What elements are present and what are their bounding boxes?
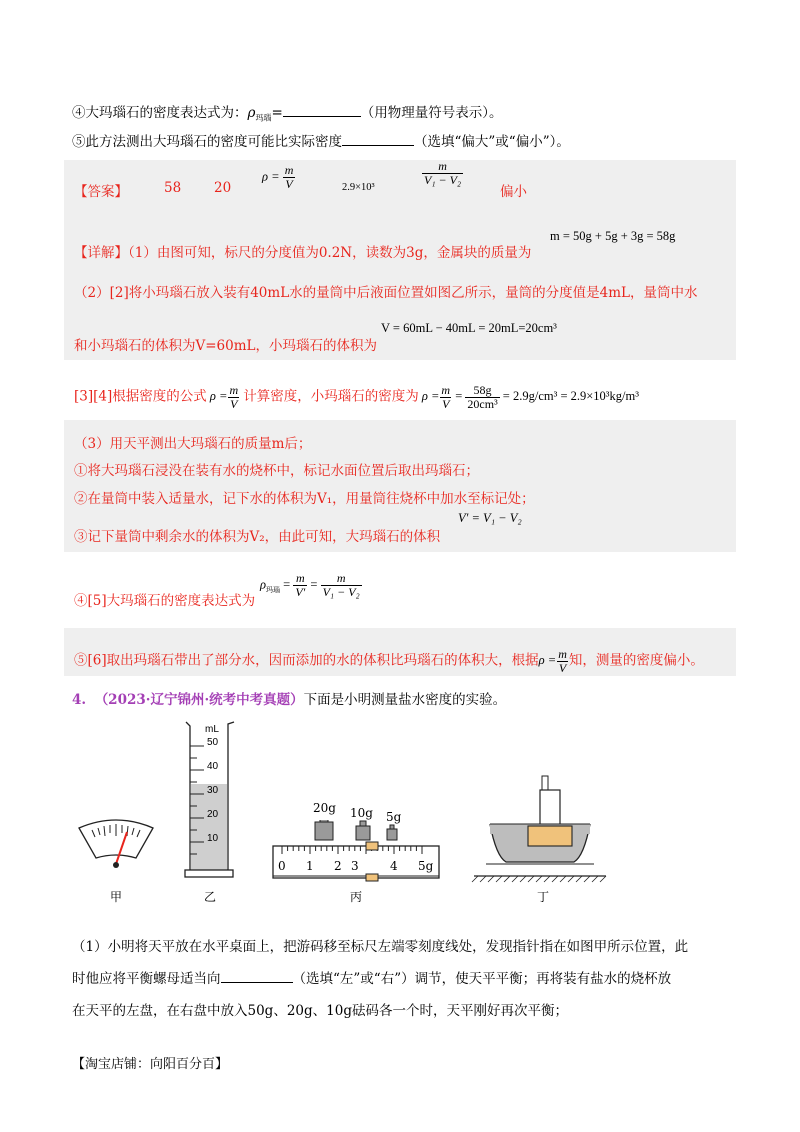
weight-label-5g: 5g xyxy=(386,810,402,824)
balance-pointer-dial-figure xyxy=(76,816,156,876)
detail-line-8: ③记下量筒中剩余水的体积为V₂，由此可知，大玛瑙石的体积 xyxy=(74,529,441,545)
answer-blank[interactable] xyxy=(342,145,414,146)
answer-blank[interactable] xyxy=(221,982,293,983)
rider-top xyxy=(366,842,378,850)
answer-value-2: 20 xyxy=(214,180,232,196)
detail-line-2: （2）[2]将小玛瑙石放入装有40mL水的量筒中后液面位置如图乙所示，量筒的分度值是4mL，量筒中水 xyxy=(74,285,698,301)
answer-fraction: $\frac{m}{\text{V₁ − V₂}}$ xyxy=(424,159,462,187)
scale-label-4: 4 xyxy=(390,859,398,873)
caption-bing: 丙 xyxy=(350,890,363,904)
cylinder-tick-10: 10 xyxy=(207,833,219,844)
cylinder-tick-40: 40 xyxy=(207,761,219,772)
answer-value-4: 2.9×10³ xyxy=(342,182,375,193)
detail-line-10: ⑤[6]取出玛瑙石带出了部分水，因而添加的水的体积比玛瑙石的体积大，根据ρ = $\frac{m}{V}$ 知，测量的密度偏小。 xyxy=(74,647,704,675)
scale-label-1: 1 xyxy=(306,859,314,873)
detail-line-3: 和小玛瑙石的体积为V=60mL，小玛瑙石的体积为 xyxy=(74,338,378,354)
weight-label-10g: 10g xyxy=(350,806,373,820)
weights-and-scale-figure xyxy=(270,820,442,886)
answer-value-6: 偏小 xyxy=(500,184,527,200)
cylinder-unit: mL xyxy=(205,724,219,735)
scale-label-0: 0 xyxy=(278,859,286,873)
answer-label: 【答案】 xyxy=(74,184,128,200)
detail-line-1: 【详解】（1）由图可知，标尺的分度值为0.2N，读数为3g，金属块的质量为 xyxy=(74,245,532,261)
q4-part1-line2: 时他应将平衡螺母适当向 （选填“左”或“右”）调节，使天平平衡；再将装有盐水的烧杯放 xyxy=(72,971,672,987)
cylinder-tick-50: 50 xyxy=(207,737,219,748)
q4-part1-line1: （1）小明将天平放在水平桌面上，把游码移至标尺左端零刻度线处，发现指针指在如图甲所示位置，此 xyxy=(72,939,689,955)
caption-jia: 甲 xyxy=(110,890,123,904)
detail-line-6: ①将大玛瑙石浸没在装有水的烧杯中，标记水面位置后取出玛瑙石； xyxy=(74,463,479,479)
detail-math-3: V′ = V₁ − V₂ xyxy=(458,511,522,525)
cylinder-tick-30: 30 xyxy=(207,785,219,796)
question-4-stem: 4. （2023·辽宁锦州·统考中考真题）下面是小明测量盐水密度的实验。 xyxy=(72,692,507,708)
answer-formula: ρ = $\frac{m}{V}$ xyxy=(262,163,294,191)
scale-label-3: 3 xyxy=(351,859,359,873)
object-in-water-bowl-figure xyxy=(466,772,612,884)
q4-part1-line3: 在天平的左盘，在右盘中放入50g、20g、10g砝码各一个时，天平刚好再次平衡； xyxy=(72,1003,568,1019)
detail-line-9: ④[5]大玛瑙石的密度表达式为 xyxy=(74,593,256,609)
scale-label-2: 2 xyxy=(334,859,342,873)
line-5-error-direction: ⑤此方法测出大玛瑙石的密度可能比实际密度 （选填“偏大”或“偏小”）。 xyxy=(72,134,570,150)
detail-line-7: ②在量筒中装入适量水，记下水的体积为V₁，用量筒往烧杯中加水至标记处； xyxy=(74,491,535,507)
detail-math-2: V = 60mL − 40mL = 20mL=20cm³ xyxy=(381,321,557,335)
weight-label-20g: 20g xyxy=(313,801,336,815)
detail-line-5: （3）用天平测出大玛瑙石的质量m后； xyxy=(74,436,312,452)
rider-bottom xyxy=(366,874,378,881)
floating-block xyxy=(528,826,572,846)
detail-line-4: [3][4]根据密度的公式 ρ = $\frac{m}{V}$ 计算密度，小玛瑙石的密度为 ρ = $\frac{m}{V}$ = $\frac{58g}{\text{20cm³}}$ = 2.9g/cm³ = 2.9×10³kg/m³ xyxy=(74,383,640,411)
scale-label-5g: 5g xyxy=(418,859,434,873)
answer-blank[interactable] xyxy=(283,116,361,117)
detail-math-1: m = 50g + 5g + 3g = 58g xyxy=(550,229,676,243)
caption-yi: 乙 xyxy=(204,890,217,904)
answer-value-1: 58 xyxy=(164,180,182,196)
caption-ding: 丁 xyxy=(537,890,550,904)
cylinder-tick-20: 20 xyxy=(207,809,219,820)
line-4-density-expression: ④大玛瑙石的密度表达式为：$\rho_{玛瑙}=$ （用物理量符号表示）。 xyxy=(72,105,503,123)
footer-shop-label: 【淘宝店铺：向阳百分百】 xyxy=(72,1057,229,1072)
detail-math-4: $\rho_{玛瑙}$ = $\frac{m}{V'}$ = $\frac{m}{\text{V₁ − V₂}}$ xyxy=(260,571,360,599)
